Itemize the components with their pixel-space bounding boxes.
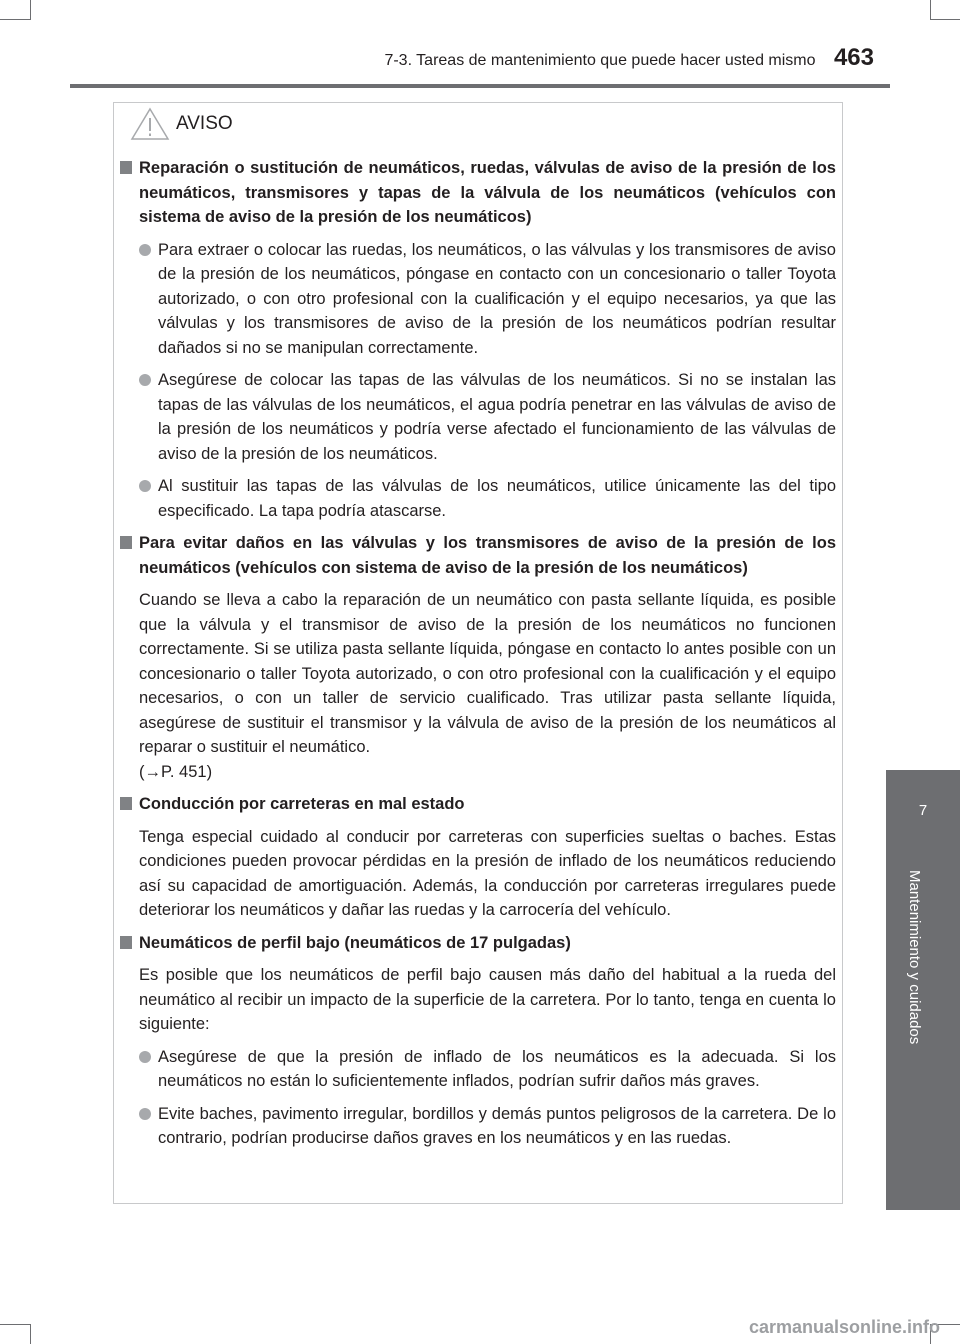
- bullet-text: Asegúrese de colocar las tapas de las válvulas de los neumáticos. Si no se instalan las tapas de las válvulas de los neumáticos, el agua podría penetrar en las válvulas de aviso de la presión de los neumáticos y podría verse afectado el funcionamiento de las válvulas de aviso de la presión de los neumáticos.: [158, 371, 836, 463]
- chapter-number: 7: [918, 801, 928, 819]
- list-item: [139, 1102, 836, 1151]
- round-bullet-icon: [139, 1108, 151, 1120]
- round-bullet-icon: [139, 244, 151, 256]
- bullet-text: Evite baches, pavimento irregular, bordillos y demás puntos peligrosos de la carretera. De lo contrario, podrían producirse daños graves en los neumáticos y en las ruedas.: [158, 1104, 836, 1147]
- section-avoid-damage: [120, 531, 836, 784]
- round-bullet-icon: [139, 374, 151, 386]
- header-rule: [70, 84, 890, 88]
- page-reference: (→P. 451): [139, 762, 213, 781]
- section-title: Conducción por carreteras en mal estado: [139, 795, 465, 813]
- notice-content: [120, 156, 836, 1159]
- section-text: Es posible que los neumáticos de perfil bajo causen más daño del habitual a la rueda del neumático al recibir un impacto de la superficie de la carretera. Por lo tanto, tenga en cuenta lo siguiente:: [139, 966, 836, 1033]
- section-low-profile-tires: [120, 931, 836, 1151]
- section-repair: [120, 156, 836, 523]
- chapter-bar: [886, 850, 960, 1210]
- square-bullet-icon: [120, 536, 132, 549]
- square-bullet-icon: [120, 936, 132, 949]
- section-text: Tenga especial cuidado al conducir por carreteras con superficies sueltas o baches. Estas condiciones pueden provocar pérdidas en la presión de inflado de los neumáticos reduciendo así su capacidad de amortiguación. Además, la conducción por carreteras irregulares puede deteriorar los neumáticos y dañar las ruedas y la carrocería del vehículo.: [139, 827, 836, 919]
- crop-mark: [0, 1324, 30, 1325]
- crop-mark: [930, 19, 960, 20]
- notice-heading: [130, 107, 233, 141]
- list-item: [139, 368, 836, 466]
- bullet-text: Para extraer o colocar las ruedas, los neumáticos, o las válvulas y los transmisores de aviso de la presión de los neumáticos, póngase en contacto con un concesionario o taller Toyota autorizado, o con otro profesional con la cualificación y el equipo necesarios, ya que las válvulas y los transmisores de aviso de la presión de los neumáticos podrían resultar dañados si no se manipulan correctamente.: [158, 240, 836, 357]
- crop-mark: [30, 0, 31, 20]
- crop-mark: [930, 0, 931, 20]
- section-text: Cuando se lleva a cabo la reparación de un neumático con pasta sellante líquida, es posible que la válvula y el transmisor de aviso de la presión de los neumáticos no funcionen correctamente. Si se utiliza pasta sellante líquida, póngase en contacto lo antes posible con un concesionario o taller Toyota autorizado, o con otro profesional con la cualificación y el equipo necesarios, o con un taller de servicio cualificado. Tras utilizar pasta sellante líquida, asegúrese de sustituir el transmisor y la válvula de aviso de la presión de los neumáticos al reparar o sustituir el neumático.: [139, 591, 836, 756]
- crop-mark: [0, 19, 30, 20]
- bullet-text: Asegúrese de que la presión de inflado de los neumáticos es la adecuada. Si los neumáticos no están lo suficientemente inflados, podrían sufrir daños más graves.: [158, 1047, 836, 1090]
- notice-title: AVISO: [176, 113, 233, 134]
- section-title: Reparación o sustitución de neumáticos, ruedas, válvulas de aviso de la presión de los neumáticos, transmisores y tapas de la válvula de los neumáticos (vehículos con sistema de aviso de la presión de los neumáticos): [139, 159, 836, 226]
- list-item: [139, 1045, 836, 1094]
- running-header: 7-3. Tareas de mantenimiento que puede hacer usted mismo: [384, 52, 816, 69]
- chapter-tab: [886, 770, 960, 850]
- bullet-text: Al sustituir las tapas de las válvulas de los neumáticos, utilice únicamente las del tipo especificado. La tapa podría atascarse.: [158, 477, 836, 520]
- square-bullet-icon: [120, 797, 132, 810]
- list-item: [139, 238, 836, 361]
- section-rough-roads: [120, 792, 836, 923]
- chapter-label: Mantenimiento y cuidados: [906, 870, 923, 1045]
- warning-triangle-icon: [130, 107, 170, 141]
- section-title: Para evitar daños en las válvulas y los transmisores de aviso de la presión de los neumáticos (vehículos con sistema de aviso de la presión de los neumáticos): [139, 534, 836, 577]
- round-bullet-icon: [139, 480, 151, 492]
- section-title: Neumáticos de perfil bajo (neumáticos de 17 pulgadas): [139, 933, 571, 952]
- crop-mark: [30, 1324, 31, 1344]
- square-bullet-icon: [120, 161, 132, 174]
- round-bullet-icon: [139, 1051, 151, 1063]
- watermark-link[interactable]: carmanualsonline.info: [748, 1317, 940, 1337]
- page-number: 463: [833, 44, 874, 71]
- list-item: [139, 474, 836, 523]
